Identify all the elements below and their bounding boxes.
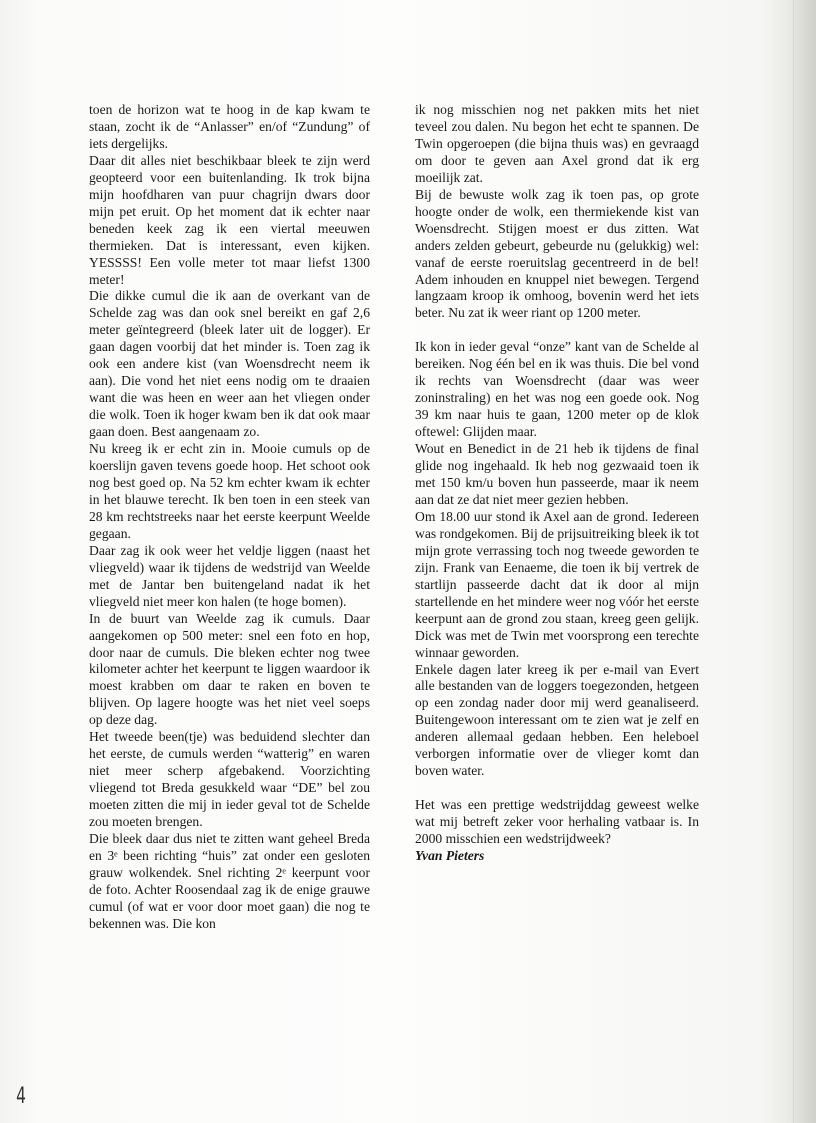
paragraph: Ik kon in ieder geval “onze” kant van de Schelde al bereiken. Nog één bel en ik was thuis. Die bel vond ik rechts van Woensdrecht (daar was weer zoninstraling) en het was nog een goede ook. Nog 39 km naar huis te gaan, 1200 meter op de klok oftewel: Glijden maar. (415, 339, 699, 440)
paragraph: Om 18.00 uur stond ik Axel aan de grond. Iedereen was rondgekomen. Bij de prijsuitreiking bleek ik tot mijn grote verrassing toch nog tweede geworden te zijn. Frank van Eenaeme, die toen ik bij vertrek de startlijn passeerde dacht dat ik door al mijn startellende en het mindere weer nog vóór het eerste keerpunt aan de grond zou staan, kreeg geen gelijk. Dick was met de Twin met voorsprong een terechte winnaar geworden. (415, 508, 699, 660)
paragraph: Die dikke cumul die ik aan de overkant van de Schelde zag was dan ook snel bereikt en gaf 2,6 meter geïntegreerd (bleek later uit de logger). Er gaan dagen voorbij dat het minder is. Toen zag ik ook een andere kist (van Woensdrecht neem ik aan). Die vond het niet eens nodig om te draaien want die was heen en weer aan het vliegen onder die wolk. Toen ik hoger kwam ben ik dat ook maar gaan doen. Best aangenaam zo. (89, 288, 370, 440)
paragraph: ik nog misschien nog net pakken mits het niet teveel zou dalen. Nu begon het echt te spannen. De Twin opgeroepen (die bijna thuis was) en gevraagd om door te geven aan Axel grond dat ik erg moeilijk zat. (415, 102, 699, 185)
paragraph: Daar dit alles niet beschikbaar bleek te zijn werd geopteerd voor een buitenlanding. Ik trok bijna mijn hoofdharen van puur chagrijn dwars door mijn pet eruit. Op het moment dat ik echter naar beneden keek zag ik een viertal meeuwen thermieken. Dat is interessant, even kijken. YESSSS! Een volle meter tot maar liefst 1300 meter! (89, 152, 370, 287)
paragraph: Het was een prettige wedstrijddag geweest welke wat mij betreft zeker voor herhaling vatbaar is. In 2000 misschien een wedstrijdweek? (415, 797, 699, 847)
paragraph: Die bleek daar dus niet te zitten want geheel Breda en 3ᵉ been richting “huis” zat onder een gesloten grauw wolkendek. Snel richting 2ᵉ keerpunt voor de foto. Achter Roosendaal zag ik de enige grauwe cumul (of wat er voor door moet gaan) die nog te bekennen was. Die kon (89, 830, 370, 931)
paragraph: Wout en Benedict in de 21 heb ik tijdens de final glide nog ingehaald. Ik heb nog gezwaaid toen ik met 150 km/u boven hun passeerde, maar ik neem aan dat ze dat niet meer gezien hebben. (415, 441, 699, 507)
paragraph: Bij de bewuste wolk zag ik toen pas, op grote hoogte onder de wolk, een thermiekende kist van Woensdrecht. Stijgen moest er dus zitten. Wat anders zelden gebeurt, gebeurde nu (gelukkig) wel: vanaf de eerste roeruitslag gecentreerd in de bel! Adem inhouden en knuppel niet bewegen. Tergend langzaam kroop ik omhoog, bovenin werd het iets beter. Nu zat ik weer riant op 1200 meter. (415, 186, 699, 321)
paragraph: toen de horizon wat te hoog in de kap kwam te staan, zocht ik de “Anlasser” en/of “Zundung” of iets dergelijks. (89, 102, 370, 151)
left-column (89, 102, 370, 933)
paragraph: In de buurt van Weelde zag ik cumuls. Daar aangekomen op 500 meter: snel een foto en hop, door naar de cumuls. Die bleken echter nog twee kilometer achter het keerpunt te liggen waardoor ik moest krabben om daar te raken en boven te blijven. Op lagere hoogte was het niet veel soeps op deze dag. (89, 610, 370, 728)
paragraph: Daar zag ik ook weer het veldje liggen (naast het vliegveld) waar ik tijdens de wedstrijd van Weelde met de Jantar ben buitengeland nadat ik het vliegveld niet meer kon halen (te hoge bomen). (89, 542, 370, 609)
page-edge (793, 0, 816, 1123)
right-column (415, 102, 699, 865)
author-signature: Yvan Pieters (415, 848, 485, 864)
page-number: 4 (16, 1084, 26, 1109)
paragraph: Enkele dagen later kreeg ik per e-mail van Evert alle bestanden van de loggers toegezonden, hetgeen op een zondag nader door mij werd geanaliseerd. Buitengewoon interessant om te zien wat je zelf en anderen allemaal gedaan hebben. Een heleboel verborgen informatie over de vlieger komt dan boven water. (415, 661, 699, 779)
paragraph: Het tweede been(tje) was beduidend slechter dan het eerste, de cumuls werden “watterig” en waren niet meer scherp afgebakend. Voorzichting vliegend tot Breda gesukkeld waar “DE” bel zou moeten zitten die mij in ieder geval tot de Schelde zou moeten brengen. (89, 729, 370, 830)
paragraph: Nu kreeg ik er echt zin in. Mooie cumuls op de koerslijn gaven tevens goede hoop. Het schoot ook nog best goed op. Na 52 km echter kwam ik echter in het blauwe terecht. Ik ben toen in een steek van 28 km rechtstreeks naar het eerste keerpunt Weelde gegaan. (89, 441, 370, 541)
